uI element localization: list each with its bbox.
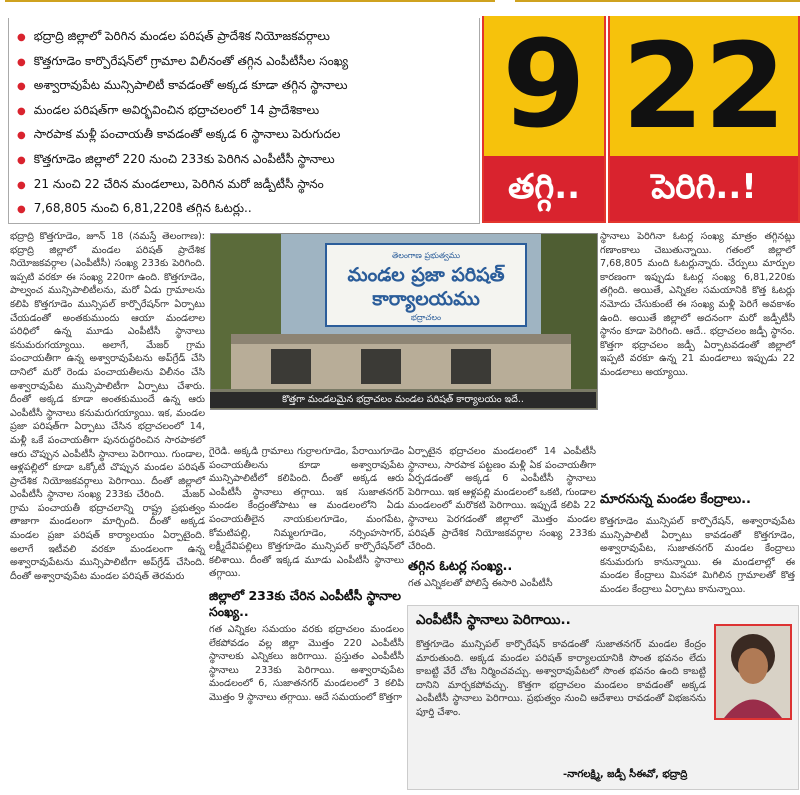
bullet-item: ● భద్రాద్రి జిల్లాలో పెరిగిన మండల పరిషత్ ప్రాదేశిక నియోజకవర్గాలు: [17, 24, 479, 49]
subheading-mptc-count: జిల్లాలో 233కు చేరిన ఎంపీటీసీ స్థానాల సంఖ్య..: [209, 588, 402, 619]
quote-title: ఎంపీటీసీ స్థానాలు పెరిగాయి..: [416, 612, 571, 628]
subheading-voters: తగ్గిన ఓటర్ల సంఖ్య..: [408, 559, 513, 574]
office-photo: [210, 233, 598, 410]
bullet-panel: [8, 18, 480, 224]
article-column-4: స్థానాలు పెరిగినా ఓటర్ల సంఖ్య మాత్రం తగ్గినట్లు గణాంకాలు చెబుతున్నాయి. గతంలో జిల్లాలో 7,68,805 మంది ఓటర్లున్నారు. చేర్పులు మార్పుల కారణంగా ఇప్పుడు ఓటర్ల సంఖ్య 6,81,220కు తగ్గింది. అయితే, ఎన్నికల సమయానికి కొత్త ఓటర్లు నమోదు చేసుకుంటే ఈ సంఖ్య మళ్లీ పెరిగే అవకాశం ఉంది. అయితే జిల్లాలో అదనంగా మరో జడ్పీటీసీ స్థానం కూడా పెరిగింది. ఆదే.. భద్రాచలం జడ్పీ స్థానం. కొత్తగా భద్రాచలం జడ్పీ ఏర్పాటవడంతో జిల్లాలో ఇప్పటి వరకూ ఉన్న 21 మండలాలు ఇప్పుడు 22 మండలాలు అయ్యాయి.: [600, 231, 795, 378]
photo-caption: కొత్తగా మండలమైన భద్రాచలం మండల పరిషత్ కార్యాలయం ఇదే..: [210, 392, 596, 408]
article-column-3: ఏర్పాటైన భద్రాచలం మండలంలో 14 ఎంపీటీసీ స్థానాలు, సారపాక పట్టణం మళ్లీ ఏక పంచాయతీగా ఏర్పడడంతో అక్కడ 6 ఎంపీటీసీ స్థానాలు పెరిగాయి. ఇక ఆళ్లపల్లి మండలంలో ఒకటి, గుండాల మండలంలో మరొకటి పెరిగాయి. ఇప్పుడే కలిపి 22 స్థానాలు పెరగడంతో జిల్లాలో మొత్తం మండల పరిషత్ ప్రాదేశిక నియోజకవర్గాల సంఖ్య 233కు చేరింది.: [408, 446, 596, 553]
decrease-number: 9: [484, 16, 604, 156]
portrait-image: [716, 626, 790, 718]
bullet-item: ● కొత్తగూడెం జిల్లాలో 220 నుంచి 233కు పెరిగిన ఎంపీటీసీ స్థానాలు: [17, 147, 479, 172]
sign-bottom: భద్రాచలం: [410, 313, 442, 322]
quote-signature: -నాగలక్ష్మి, జడ్పీ సీఈవో, భద్రాద్రి: [563, 769, 688, 780]
bullet-item: ● 21 నుంచి 22 చేరిన మండలాలు, పెరిగిన మరో జడ్పీటీసీ స్థానం: [17, 172, 479, 197]
sign-top: తెలంగాణ ప్రభుత్వము: [391, 251, 461, 260]
decrease-highlight: [482, 16, 606, 223]
bullet-item: ● సారపాక మళ్లీ పంచాయతీ కావడంతో అక్కడ 6 స్థానాలు పెరుగుదల: [17, 122, 479, 147]
sign-line-1: మండల ప్రజా పరిషత్: [347, 264, 505, 286]
article-column-3-cont: గత ఎన్నికలతో పోలిస్తే ఈసారి ఎంపీటీసీ: [408, 578, 553, 589]
bullet-item: ● 7,68,805 నుంచి 6,81,220కి తగ్గిన ఓటర్లు..: [17, 196, 479, 221]
article-column-4-cont: కొత్తగూడెం మున్సిపల్ కార్పొరేషన్, అశ్వారావుపేట మున్సిపాలిటీ ఏర్పాటు కావడంతో కొత్తగూడెం, అశ్వారావుపేట, సుజాతనగర్ మండల కేంద్రాలు కనుమరుగు కానున్నాయి. ఈ మండలాల్లో ఈ మండల కేంద్రాలు మినహా మిగిలిన గ్రామాలతో కొత్త మండల కేంద్రాలు ఏర్పాటు కానున్నాయి.: [600, 516, 795, 595]
article-column-1: భద్రాద్రి కొత్తగూడెం, జూన్ 18 (నమస్తే తెలంగాణ): భద్రాద్రి జిల్లాలో మండల పరిషత్ ప్రాదేశిక నియోజకవర్గాల (ఎంపీటీసీ) సంఖ్య 233కు పెరిగింది. ఇప్పటి వరకూ ఈ సంఖ్య 220గా ఉంది. కొత్తగూడెం, పాల్వంచ మున్సిపాలిటీలను, మరో ఏడు గ్రామాలను కలిపి కొత్తగూడెం మున్సిపల్ కార్పొరేషన్‌గా ఏర్పాటు చేయడంతో అంతకుముందు ఆయా మండలాల పరిధిలో ఉన్న మూడు ఎంపీటీసీ స్థానాలు కనుమరుగయ్యాయి. అలాగే, మేజర్ గ్రామ పంచాయతీగా ఉన్న అశ్వారావుపేటను అప్‌గ్రేడ్ చేసి దానిలో మరో రెండు పంచాయతీలను విలీనం చేసి అశ్వారావుపేట మున్సిపాలిటీగా ఏర్పాటు చేశారు. దీంతో అక్కడ కూడా అంతకుముందే ఉన్న ఆరు ఎంపీటీసీ స్థానాలు కనుమరుగయ్యాయి. ఇక, మండల ప్రజా పరిషత్‌గా ఏర్పాటు చేసిన భద్రాచలంలో 14, మళ్లీ ఒకే పంచాయతీగా పునరుద్ధరించిన సారపాకలో ఆరు చొప్పున ఎంపీటీసీ స్థానాలు పెరిగాయి. గుండాల, ఆళ్లపల్లిలో కూడా ఒక్కోటి చొప్పున మండల పరిషత్ ప్రాదేశిక నియోజకవర్గాలు పెరిగాయి. దీంతో జిల్లాలో ఎంపీటీసీ స్థానాల సంఖ్య 233కు చేరింది. మేజర్ గ్రామ పంచాయతీ భద్రాచలాన్ని రాష్ట్ర ప్రభుత్వం తాజాగా మండలంగా మార్చింది. దీంతో అక్కడ మండల ప్రజా పరిషత్ కార్యాలయం ఏర్పాటైంది. అలాగే ఇటీవలి వరకూ మండలంగా ఉన్న అశ్వారావుపేటను మున్సిపాలిటీగా అప్‌గ్రేడ్ చేసింది. దీంతో అశ్వారావుపేట మండల పరిషత్ తెరమరు: [10, 231, 205, 582]
office-building-image: [211, 234, 597, 409]
decrease-label: తగ్గి..: [484, 156, 604, 221]
top-rule: [0, 0, 800, 12]
article-column-2: గైరెడి. అక్కడి గ్రామాలు గుర్రాలగూడెం, పేరాయిగూడెం పంచాయతీలను కూడా అశ్వారావుపేట మున్సిపాలిటీలో కలిపింది. దీంతో అక్కడ ఆరు ఎంపీటీసీ స్థానాలు తగ్గాయి. ఇక సుజాతనగర్ మండల కేంద్రంతోపాటు ఆ మండలంలోని ఏడు పంచాయతీలైన నాయకులగూడెం, మంగపేట, కోమటిపల్లి, నిమ్మలగూడెం, నర్సింహసాగర్, లక్ష్మీదేవిపల్లిలు కొత్తగూడెం మున్సిపల్ కార్పొరేషన్‌లో కలిశాయి. దీంతో ఇక్కడ మూడు ఎంపీటీసీ స్థానాలు తగ్గాయి.: [209, 446, 404, 580]
bullet-item: ● మండల పరిషత్‌గా అవిర్భవించిన భద్రాచలంలో 14 ప్రాదేశికాలు: [17, 98, 479, 123]
bullet-item: ● కొత్తగూడెం కార్పొరేషన్‌లో గ్రామాల విలీనంతో తగ్గిన ఎంపీటీసీల సంఖ్య: [17, 49, 479, 74]
official-portrait: [714, 624, 792, 720]
article-column-2-cont: గత ఎన్నికల సమయం వరకు భద్రాచలం మండలం లేకపోవడం వల్ల జిల్లా మొత్తం 220 ఎంపీటీసీ స్థానాలకు ఎన్నికలు జరిగాయి. ప్రస్తుతం ఎంపీటీసీ స్థానాలు 233కు పెరిగాయి. అశ్వారావుపేట మండలంలో 6, సుజాతనగర్ మండలంలో 3 కలిపి మొత్తం 9 స్థానాలు తగ్గాయి. ఆదే సమయంలో కొత్తగా: [209, 624, 404, 703]
quote-body: కొత్తగూడెం మున్సిపల్ కార్పొరేషన్ కావడంతో సుజాతనగర్ మండల కేంద్రం మారుతుంది. అక్కడ మండల పరిషత్ కార్యాలయానికి సొంత భవనం లేదు కాబట్టి వేరే చోట నిర్మించవచ్చు. అశ్వారావుపేటలో సొంత భవనం ఉంది కాబట్టి దానిని మార్చకపోవచ్చు. కొత్తగా భద్రాచలం మండలం కావడంతో అక్కడ ఎంపీటీసీ స్థానాలు పెరిగాయి. ప్రభుత్వం నుంచి ఆదేశాలు రావడంతో విభజనను పూర్తి చేశాం.: [416, 639, 706, 718]
increase-number: 22: [610, 16, 798, 156]
bullet-item: ● అశ్వారావుపేట మున్సిపాలిటీ కావడంతో అక్కడ కూడా తగ్గిన స్థానాలు: [17, 73, 479, 98]
bullet-list: [9, 18, 479, 221]
subheading-mandal-centers: మారనున్న మండల కేంద్రాలు..: [600, 492, 751, 507]
quote-box: [407, 605, 799, 790]
increase-label: పెరిగి..!: [610, 156, 798, 221]
increase-highlight: [608, 16, 800, 223]
sign-line-2: కార్యాలయము: [372, 288, 480, 310]
